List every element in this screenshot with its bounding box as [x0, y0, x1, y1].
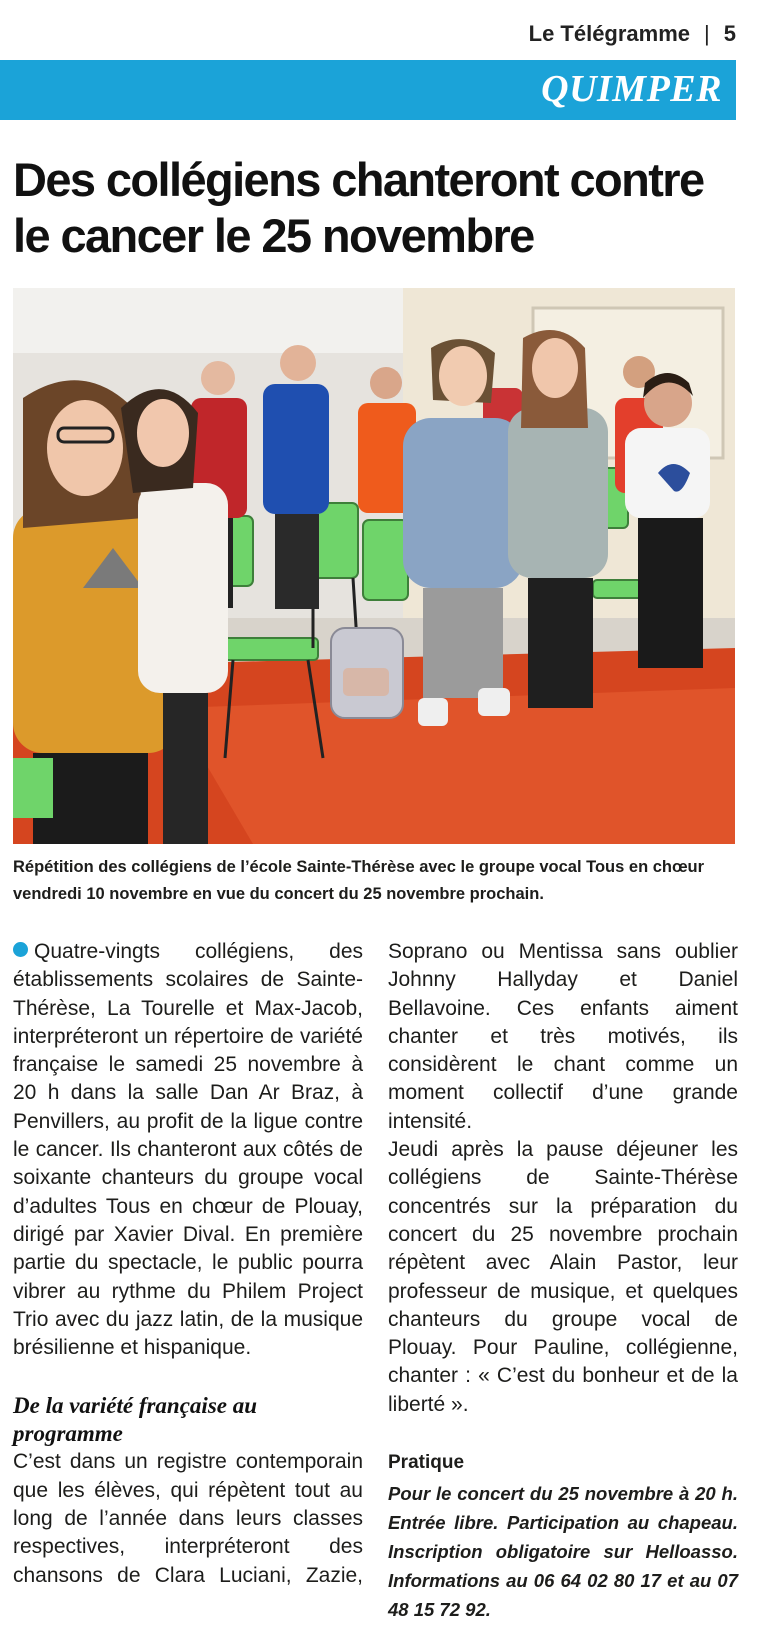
lead-text: Quatre-vingts collégiens, des établissements scolaires de Sainte-Thérèse, La Tourelle et Max-Jacob, interpréteront un répertoire de variété française le samedi 25 novembre à 20 h dans la salle Dan Ar Braz, à Penvillers, au profit de la ligue contre le cancer. Ils chanteront aux côtés de soixante chanteurs du groupe vocal d’adultes Tous en chœur de Plouay, dirigé par Xavier Dival. En première partie du spectacle, le public pourra vibrer au rythme du Philem Project Trio avec du jazz latin, de la musique brésilienne et hispanique. — [13, 940, 363, 1360]
paragraph-2: C’est dans un registre contemporain que les élèves, qui répètent tout au long de l’année dans leurs classes respectives, interpréteront des chansons de Clara Luciani, Zazie, — [13, 1450, 363, 1587]
article-subhead: De la variété française au programme — [13, 1393, 258, 1447]
page-number: 5 — [723, 21, 736, 46]
publication-name: Le Télégramme — [528, 21, 691, 46]
section-banner — [0, 60, 736, 120]
article-column-right — [388, 938, 738, 1624]
choir-rehearsal-photo — [13, 288, 735, 844]
lead-paragraph — [13, 938, 363, 1362]
section-name: QUIMPER — [541, 68, 722, 110]
bullet-icon — [13, 942, 28, 957]
pratique-heading: Pratique — [388, 1452, 465, 1474]
masthead-separator: | — [704, 21, 710, 46]
paragraph-3: Jeudi après la pause déjeuner les collégiens de Sainte-Thérèse concentrés sur la préparation du concert du 25 novembre prochain répètent avec Alain Pastor, leur professeur de musique, et quelques chanteurs du groupe vocal de Plouay. Pour Pauline, collégienne, chanter : « C’est du bonheur et de la liberté ». — [388, 1138, 738, 1416]
paragraph-2-continued: Soprano ou Mentissa sans oublier Johnny Hallyday et Daniel Bellavoine. Ces enfants aiment chanter et très motivés, ils considèrent le chant comme un moment collectif d’une grande intensité. — [388, 940, 738, 1133]
photo-caption: Répétition des collégiens de l’école Sainte-Thérèse avec le groupe vocal Tous en chœur vendredi 10 novembre en vue du concert du 25 novembre prochain. — [13, 858, 705, 903]
pratique-info: Pour le concert du 25 novembre à 20 h. Entrée libre. Participation au chapeau. Inscription obligatoire sur Helloasso. Informations au 06 64 02 80 17 et au 07 48 15 72 92. — [388, 1483, 738, 1621]
article-column-left — [13, 938, 363, 1590]
article-headline: Des collégiens chanteront contre le cancer le 25 novembre — [13, 153, 704, 262]
article-photo — [13, 288, 735, 844]
masthead — [529, 14, 736, 54]
